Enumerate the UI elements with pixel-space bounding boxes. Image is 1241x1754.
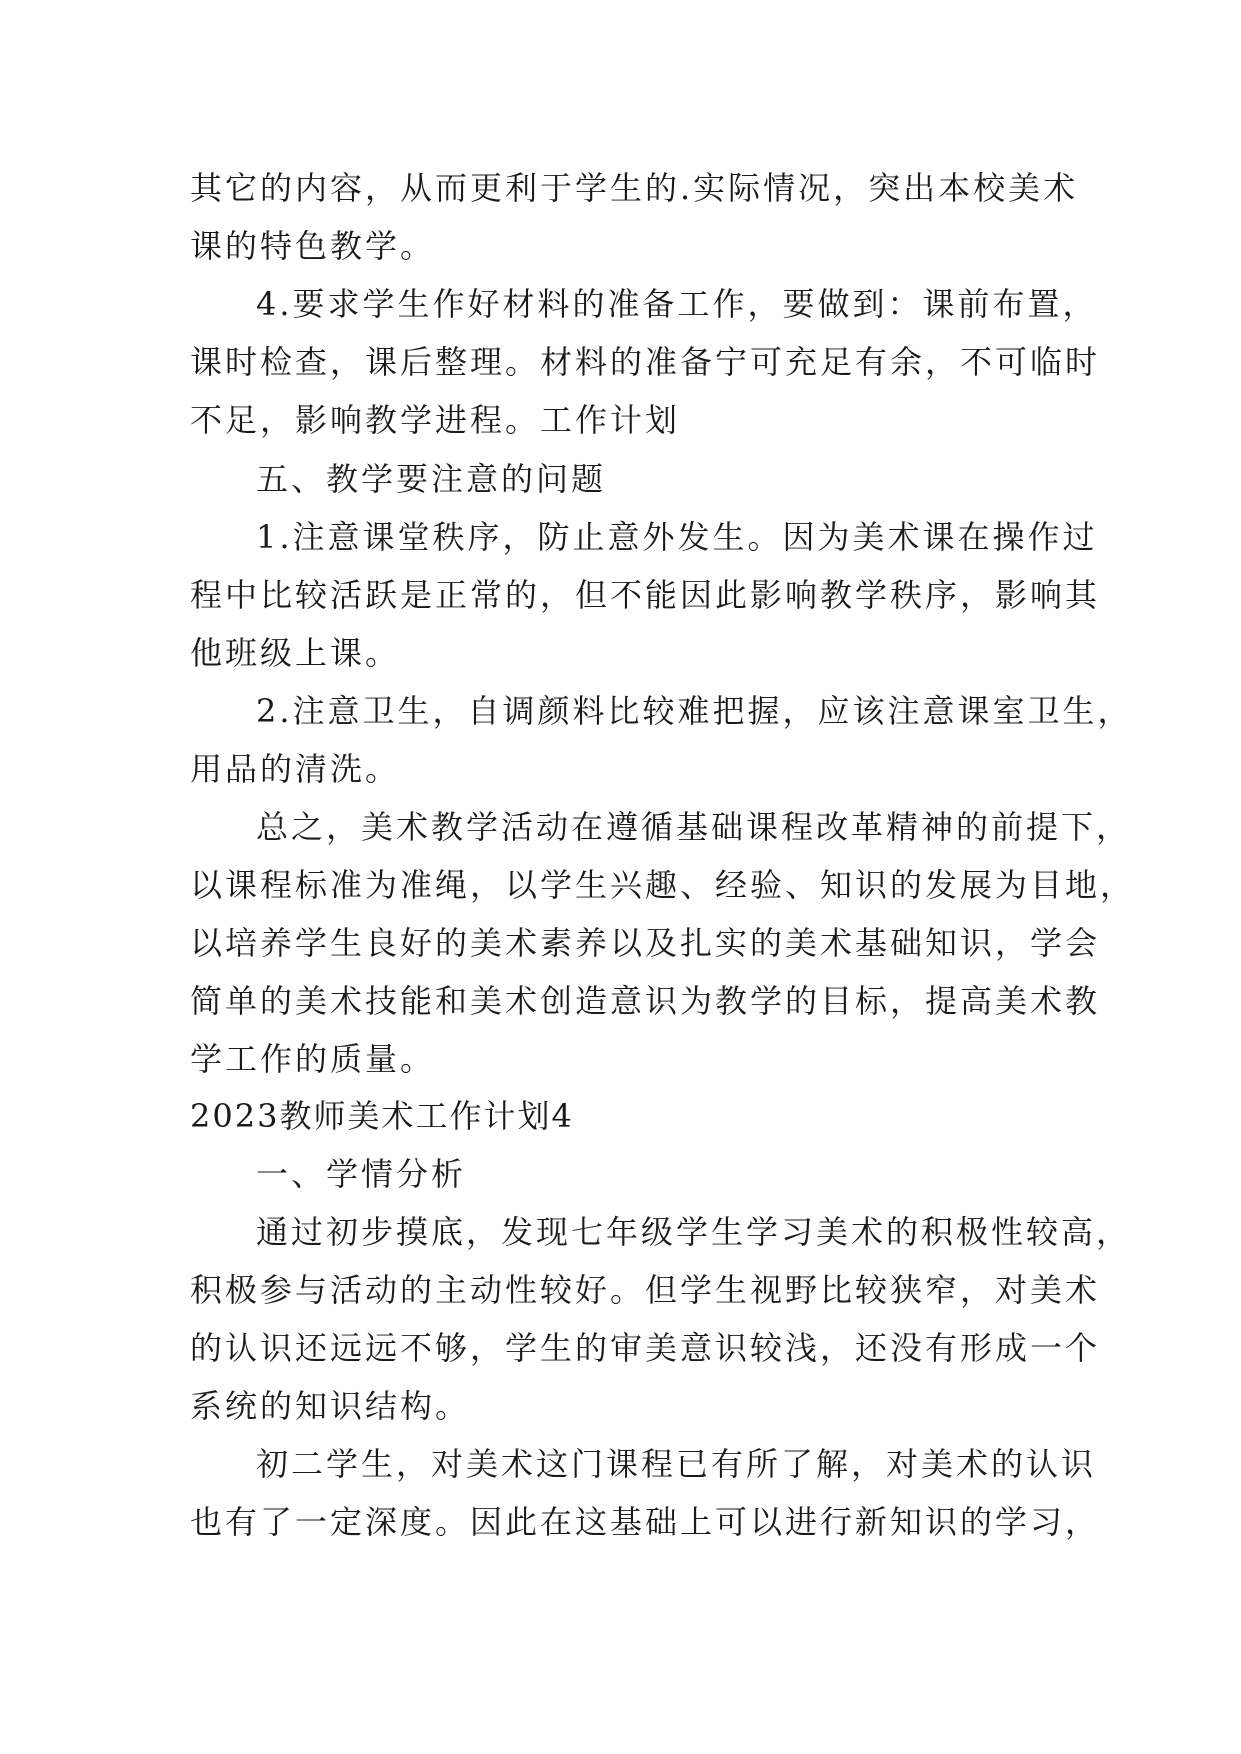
text-line: 课的特色教学。 xyxy=(190,227,436,265)
text-line: 简单的美术技能和美术创造意识为教学的目标，提高美术教 xyxy=(190,982,1101,1020)
text-line: 1.注意课堂秩序，防止意外发生。因为美术课在操作过 xyxy=(256,518,1098,556)
section-heading: 一、学情分析 xyxy=(256,1155,467,1193)
text-line: 学工作的质量。 xyxy=(190,1040,436,1078)
text-line: 程中比较活跃是正常的，但不能因此影响教学秩序，影响其 xyxy=(190,576,1101,614)
text-line: 以课程标准为准绳，以学生兴趣、经验、知识的发展为目地， xyxy=(190,866,1136,904)
text-line: 他班级上课。 xyxy=(190,634,401,672)
text-line: 用品的清洗。 xyxy=(190,750,401,788)
text-line: 初二学生，对美术这门课程已有所了解，对美术的认识 xyxy=(256,1445,1097,1483)
text-line: 不足，影响教学进程。工作计划 xyxy=(190,401,681,439)
text-line: 通过初步摸底，发现七年级学生学习美术的积极性较高， xyxy=(256,1213,1132,1251)
text-line: 2.注意卫生，自调颜料比较难把握，应该注意课室卫生， xyxy=(256,692,1133,730)
text-line: 也有了一定深度。因此在这基础上可以进行新知识的学习， xyxy=(190,1503,1101,1541)
text-line: 系统的知识结构。 xyxy=(190,1387,471,1425)
text-line: 课时检查，课后整理。材料的准备宁可充足有余，不可临时 xyxy=(190,343,1101,381)
text-line: 以培养学生良好的美术素养以及扎实的美术基础知识，学会 xyxy=(190,924,1101,962)
text-line: 积极参与活动的主动性较好。但学生视野比较狭窄，对美术 xyxy=(190,1271,1101,1309)
document-title: 2023教师美术工作计划4 xyxy=(190,1097,574,1135)
section-heading: 五、教学要注意的问题 xyxy=(256,460,607,498)
text-line: 总之，美术教学活动在遵循基础课程改革精神的前提下， xyxy=(256,808,1132,846)
text-line: 的认识还远远不够，学生的审美意识较浅，还没有形成一个 xyxy=(190,1329,1101,1367)
text-line: 4.要求学生作好材料的准备工作，要做到：课前布置， xyxy=(256,285,1098,323)
text-line: 其它的内容，从而更利于学生的.实际情况，突出本校美术 xyxy=(190,169,1079,207)
